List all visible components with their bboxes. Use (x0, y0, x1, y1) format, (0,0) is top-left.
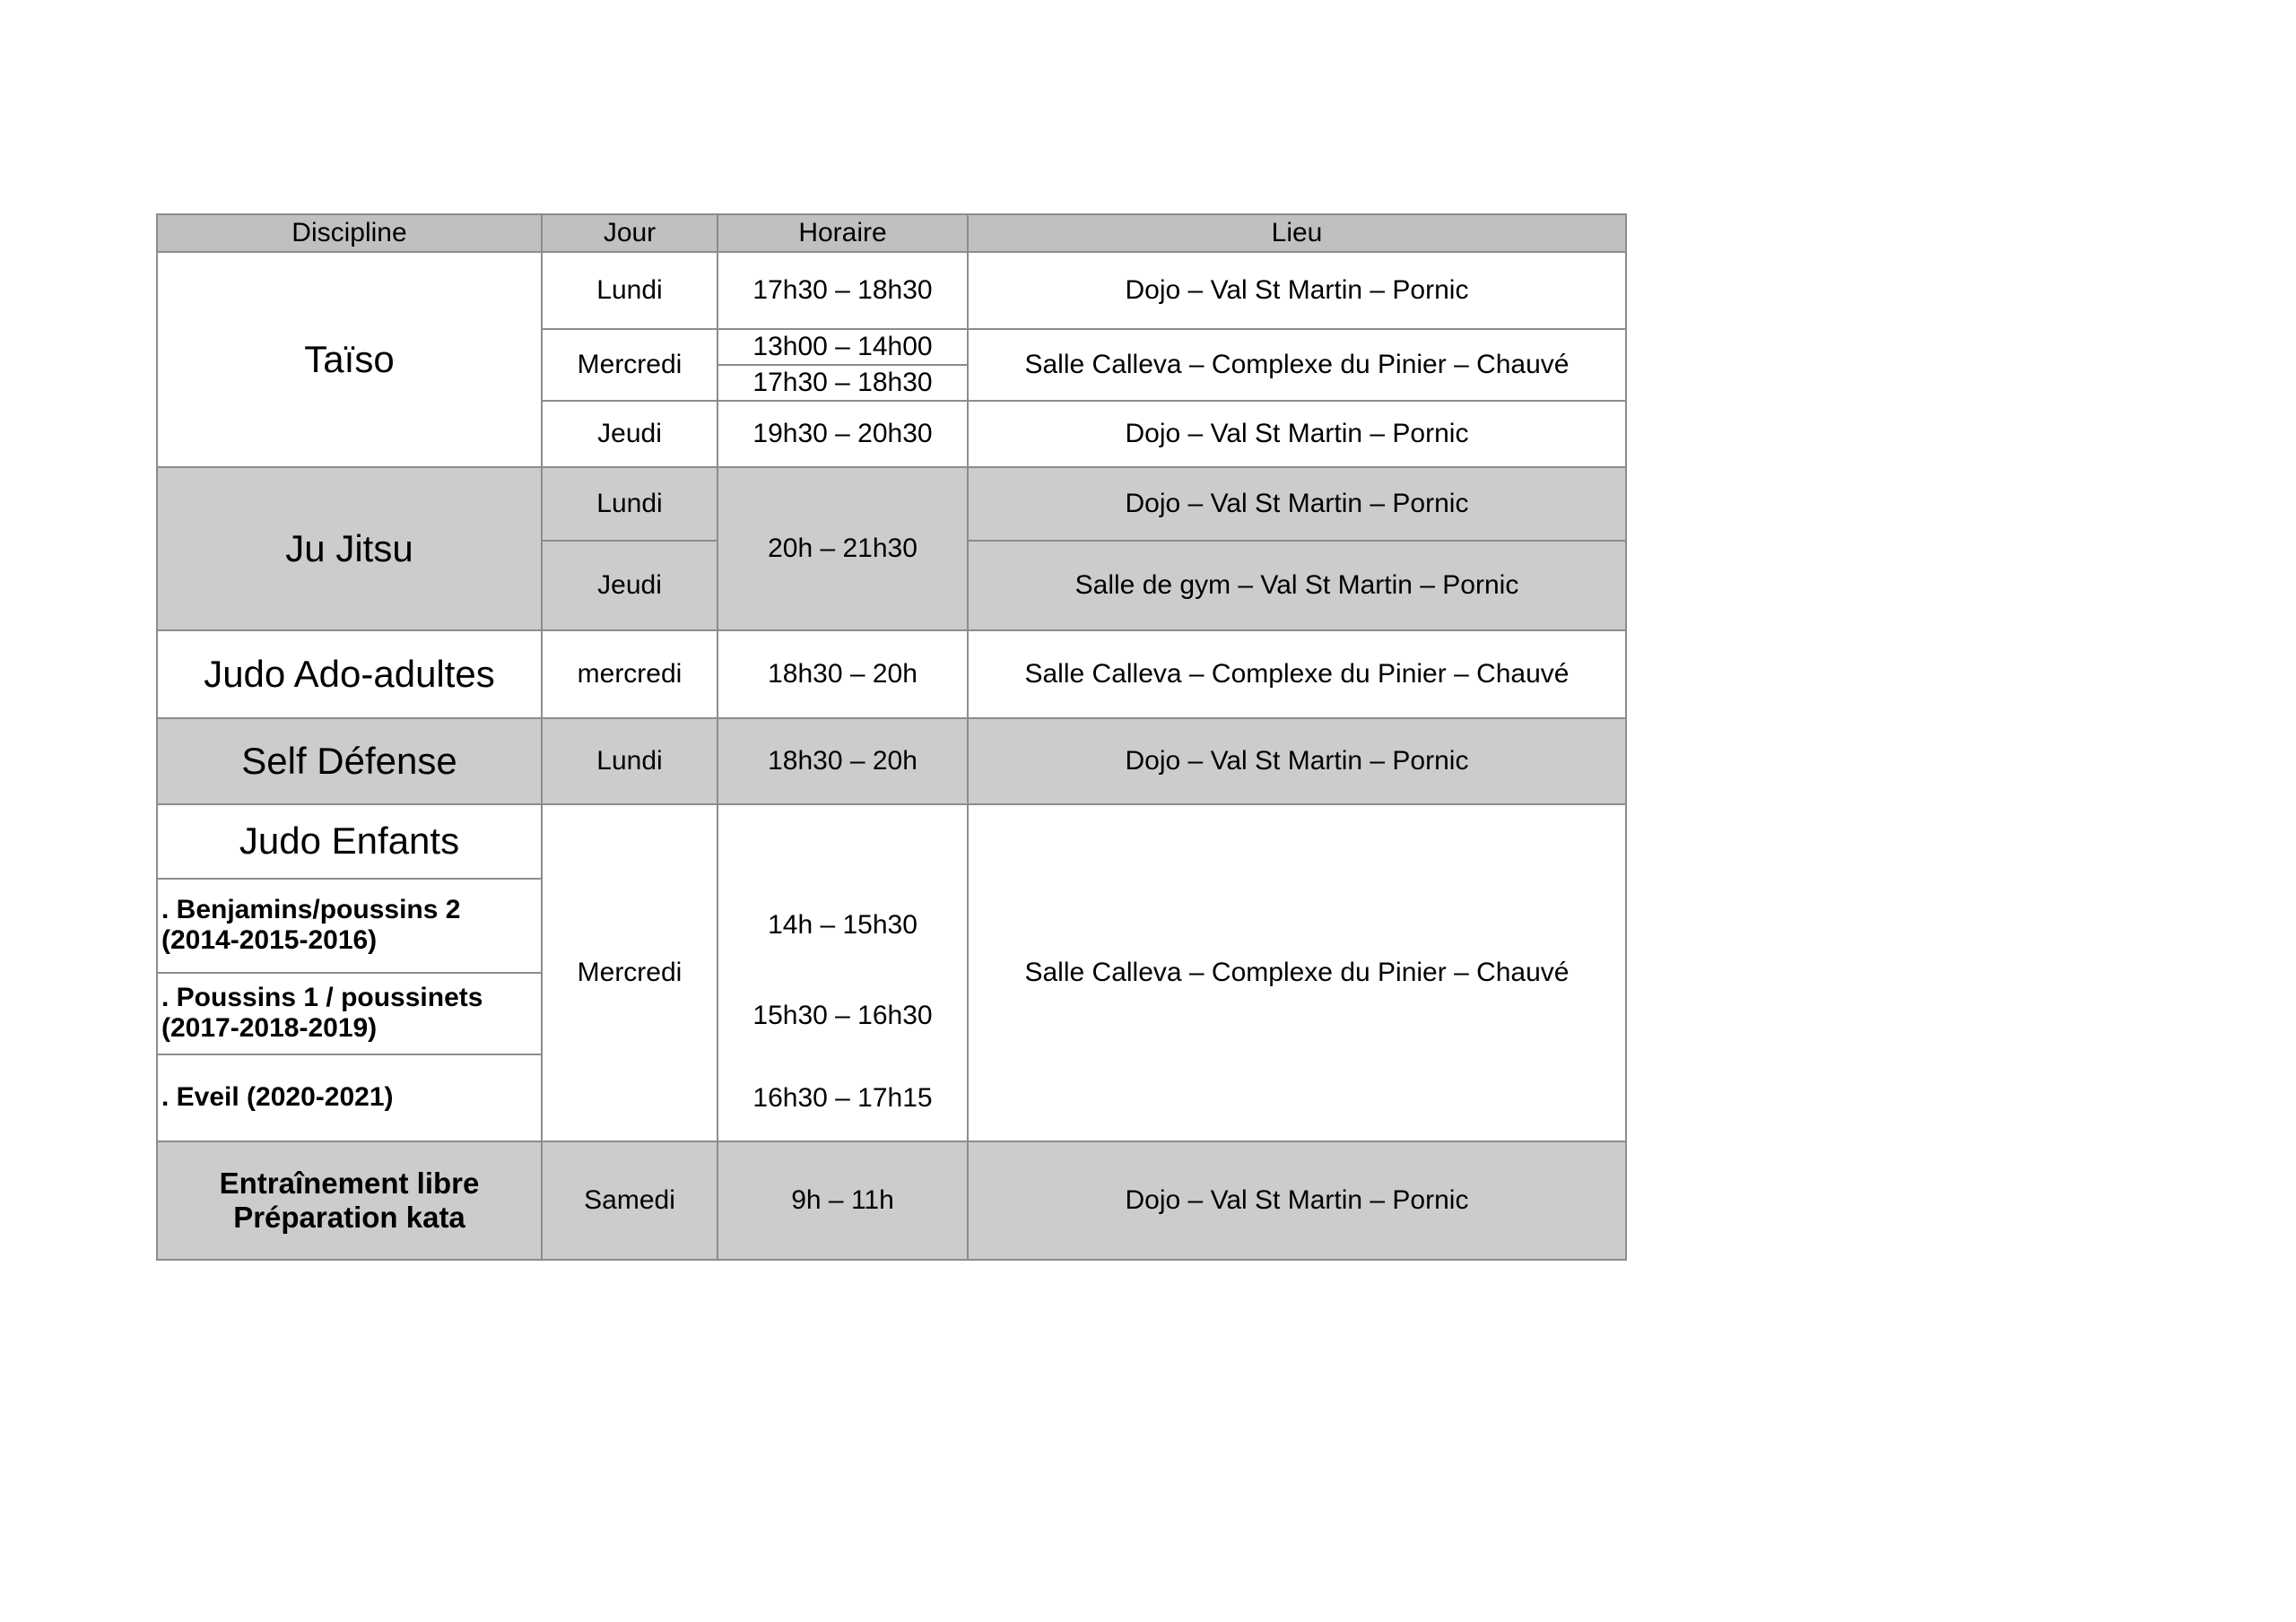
jour-cell: Mercredi (542, 329, 718, 401)
schedule-table-wrapper (156, 213, 1627, 1261)
jour-cell: mercredi (542, 630, 718, 718)
group-eveil (157, 1054, 542, 1141)
horaire-cell: 16h30 – 17h15 (752, 1082, 933, 1113)
table-row (157, 804, 1626, 879)
group-label: . Poussins 1 / poussinets (161, 982, 483, 1012)
discipline-taiso: Taïso (157, 252, 542, 467)
group-benjamins (157, 879, 542, 973)
jour-cell: Samedi (542, 1141, 718, 1260)
discipline-self-defense: Self Défense (157, 718, 542, 804)
table-row (157, 718, 1626, 804)
lieu-cell: Salle Calleva – Complexe du Pinier – Chauvé (968, 329, 1626, 401)
table-row (157, 252, 1626, 329)
group-years: (2014-2015-2016) (161, 925, 378, 956)
horaire-cell: 20h – 21h30 (718, 467, 968, 630)
group-label: . Benjamins/poussins 2 (161, 894, 461, 924)
group-years: (2017-2018-2019) (161, 1013, 378, 1044)
jour-cell: Lundi (542, 718, 718, 804)
group-poussins (157, 973, 542, 1054)
lieu-cell: Dojo – Val St Martin – Pornic (968, 1141, 1626, 1260)
horaire-cell: 18h30 – 20h (718, 718, 968, 804)
lieu-cell: Dojo – Val St Martin – Pornic (968, 718, 1626, 804)
discipline-judo-ado: Judo Ado-adultes (157, 630, 542, 718)
group-label: . Eveil (2020-2021) (161, 1082, 394, 1113)
horaire-cell: 9h – 11h (718, 1141, 968, 1260)
horaire-cell: 15h30 – 16h30 (752, 1000, 933, 1030)
horaire-cell: 17h30 – 18h30 (718, 365, 968, 401)
discipline-jujitsu: Ju Jitsu (157, 467, 542, 630)
horaire-stack (718, 804, 968, 1141)
schedule-table (156, 213, 1627, 1261)
table-row (157, 1141, 1626, 1260)
horaire-cell: 17h30 – 18h30 (718, 252, 968, 329)
header-discipline: Discipline (157, 214, 542, 252)
horaire-cell: 13h00 – 14h00 (718, 329, 968, 365)
table-row (157, 630, 1626, 718)
lieu-cell: Salle de gym – Val St Martin – Pornic (968, 541, 1626, 630)
discipline-libre (157, 1141, 542, 1260)
lieu-cell: Salle Calleva – Complexe du Pinier – Chauvé (968, 804, 1626, 1141)
jour-cell: Mercredi (542, 804, 718, 1141)
header-row (157, 214, 1626, 252)
discipline-libre-line2: Préparation kata (233, 1201, 465, 1234)
jour-cell: Jeudi (542, 401, 718, 467)
lieu-cell: Dojo – Val St Martin – Pornic (968, 401, 1626, 467)
header-horaire: Horaire (718, 214, 968, 252)
discipline-libre-line1: Entraînement libre (219, 1167, 480, 1201)
horaire-cell: 18h30 – 20h (718, 630, 968, 718)
header-lieu: Lieu (968, 214, 1626, 252)
horaire-cell: 19h30 – 20h30 (718, 401, 968, 467)
horaire-cell: 14h – 15h30 (768, 909, 918, 940)
lieu-cell: Dojo – Val St Martin – Pornic (968, 467, 1626, 541)
lieu-cell: Salle Calleva – Complexe du Pinier – Chauvé (968, 630, 1626, 718)
discipline-judo-enfants: Judo Enfants (157, 804, 542, 879)
lieu-cell: Dojo – Val St Martin – Pornic (968, 252, 1626, 329)
jour-cell: Lundi (542, 467, 718, 541)
table-row (157, 467, 1626, 541)
jour-cell: Jeudi (542, 541, 718, 630)
header-jour: Jour (542, 214, 718, 252)
jour-cell: Lundi (542, 252, 718, 329)
